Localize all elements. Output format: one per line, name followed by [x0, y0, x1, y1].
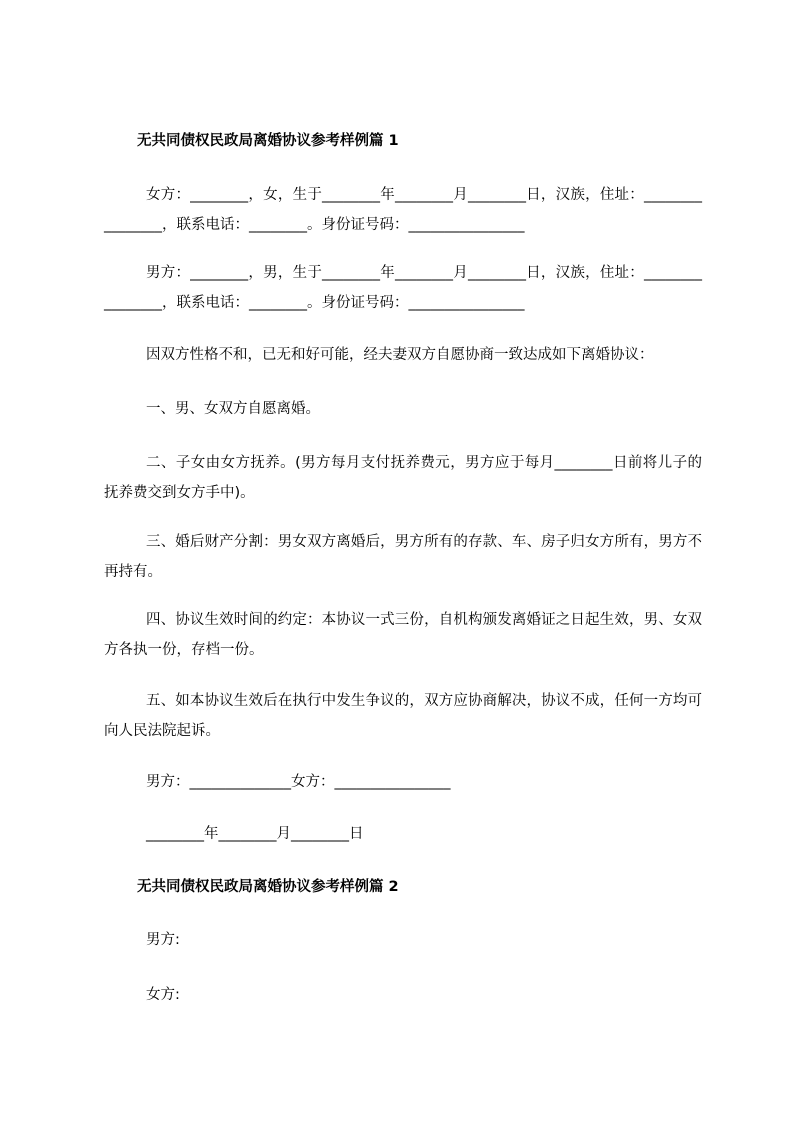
wife-label: 女方:	[146, 987, 180, 1003]
husband-info-paragraph: 男方：________，男，生于________年________月________日，汉族，住址：________________，联系电话：________。身份证号码：________________	[104, 265, 702, 311]
intro-paragraph: 因双方性格不和，已无和好可能，经夫妻双方自愿协商一致达成如下离婚协议：	[146, 347, 654, 363]
section-1-title: 无共同债权民政局离婚协议参考样例篇 1	[137, 133, 399, 149]
clause-1-paragraph: 一、男、女双方自愿离婚。	[146, 401, 320, 417]
date-line: ________年________月________日	[146, 826, 364, 842]
section-2-title: 无共同债权民政局离婚协议参考样例篇 2	[137, 879, 399, 895]
husband-label: 男方:	[146, 932, 180, 948]
clause-3-paragraph: 三、婚后财产分割：男女双方离婚后，男方所有的存款、车、房子归女方所有，男方不再持有。	[104, 534, 702, 580]
wife-info-paragraph: 女方：________，女，生于________年________月________日，汉族，住址：________________，联系电话：________。身份证号码：________________	[104, 187, 702, 233]
clause-4-paragraph: 四、协议生效时间的约定：本协议一式三份，自机构颁发离婚证之日起生效，男、女双方各执一份，存档一份。	[104, 612, 702, 658]
clause-2-paragraph: 二、子女由女方抚养。(男方每月支付抚养费元，男方应于每月________日前将儿子的抚养费交到女方手中)。	[104, 455, 702, 501]
signature-line: 男方：______________女方：________________	[146, 774, 451, 790]
clause-5-paragraph: 五、如本协议生效后在执行中发生争议的，双方应协商解决，协议不成，任何一方均可向人民法院起诉。	[104, 693, 702, 739]
